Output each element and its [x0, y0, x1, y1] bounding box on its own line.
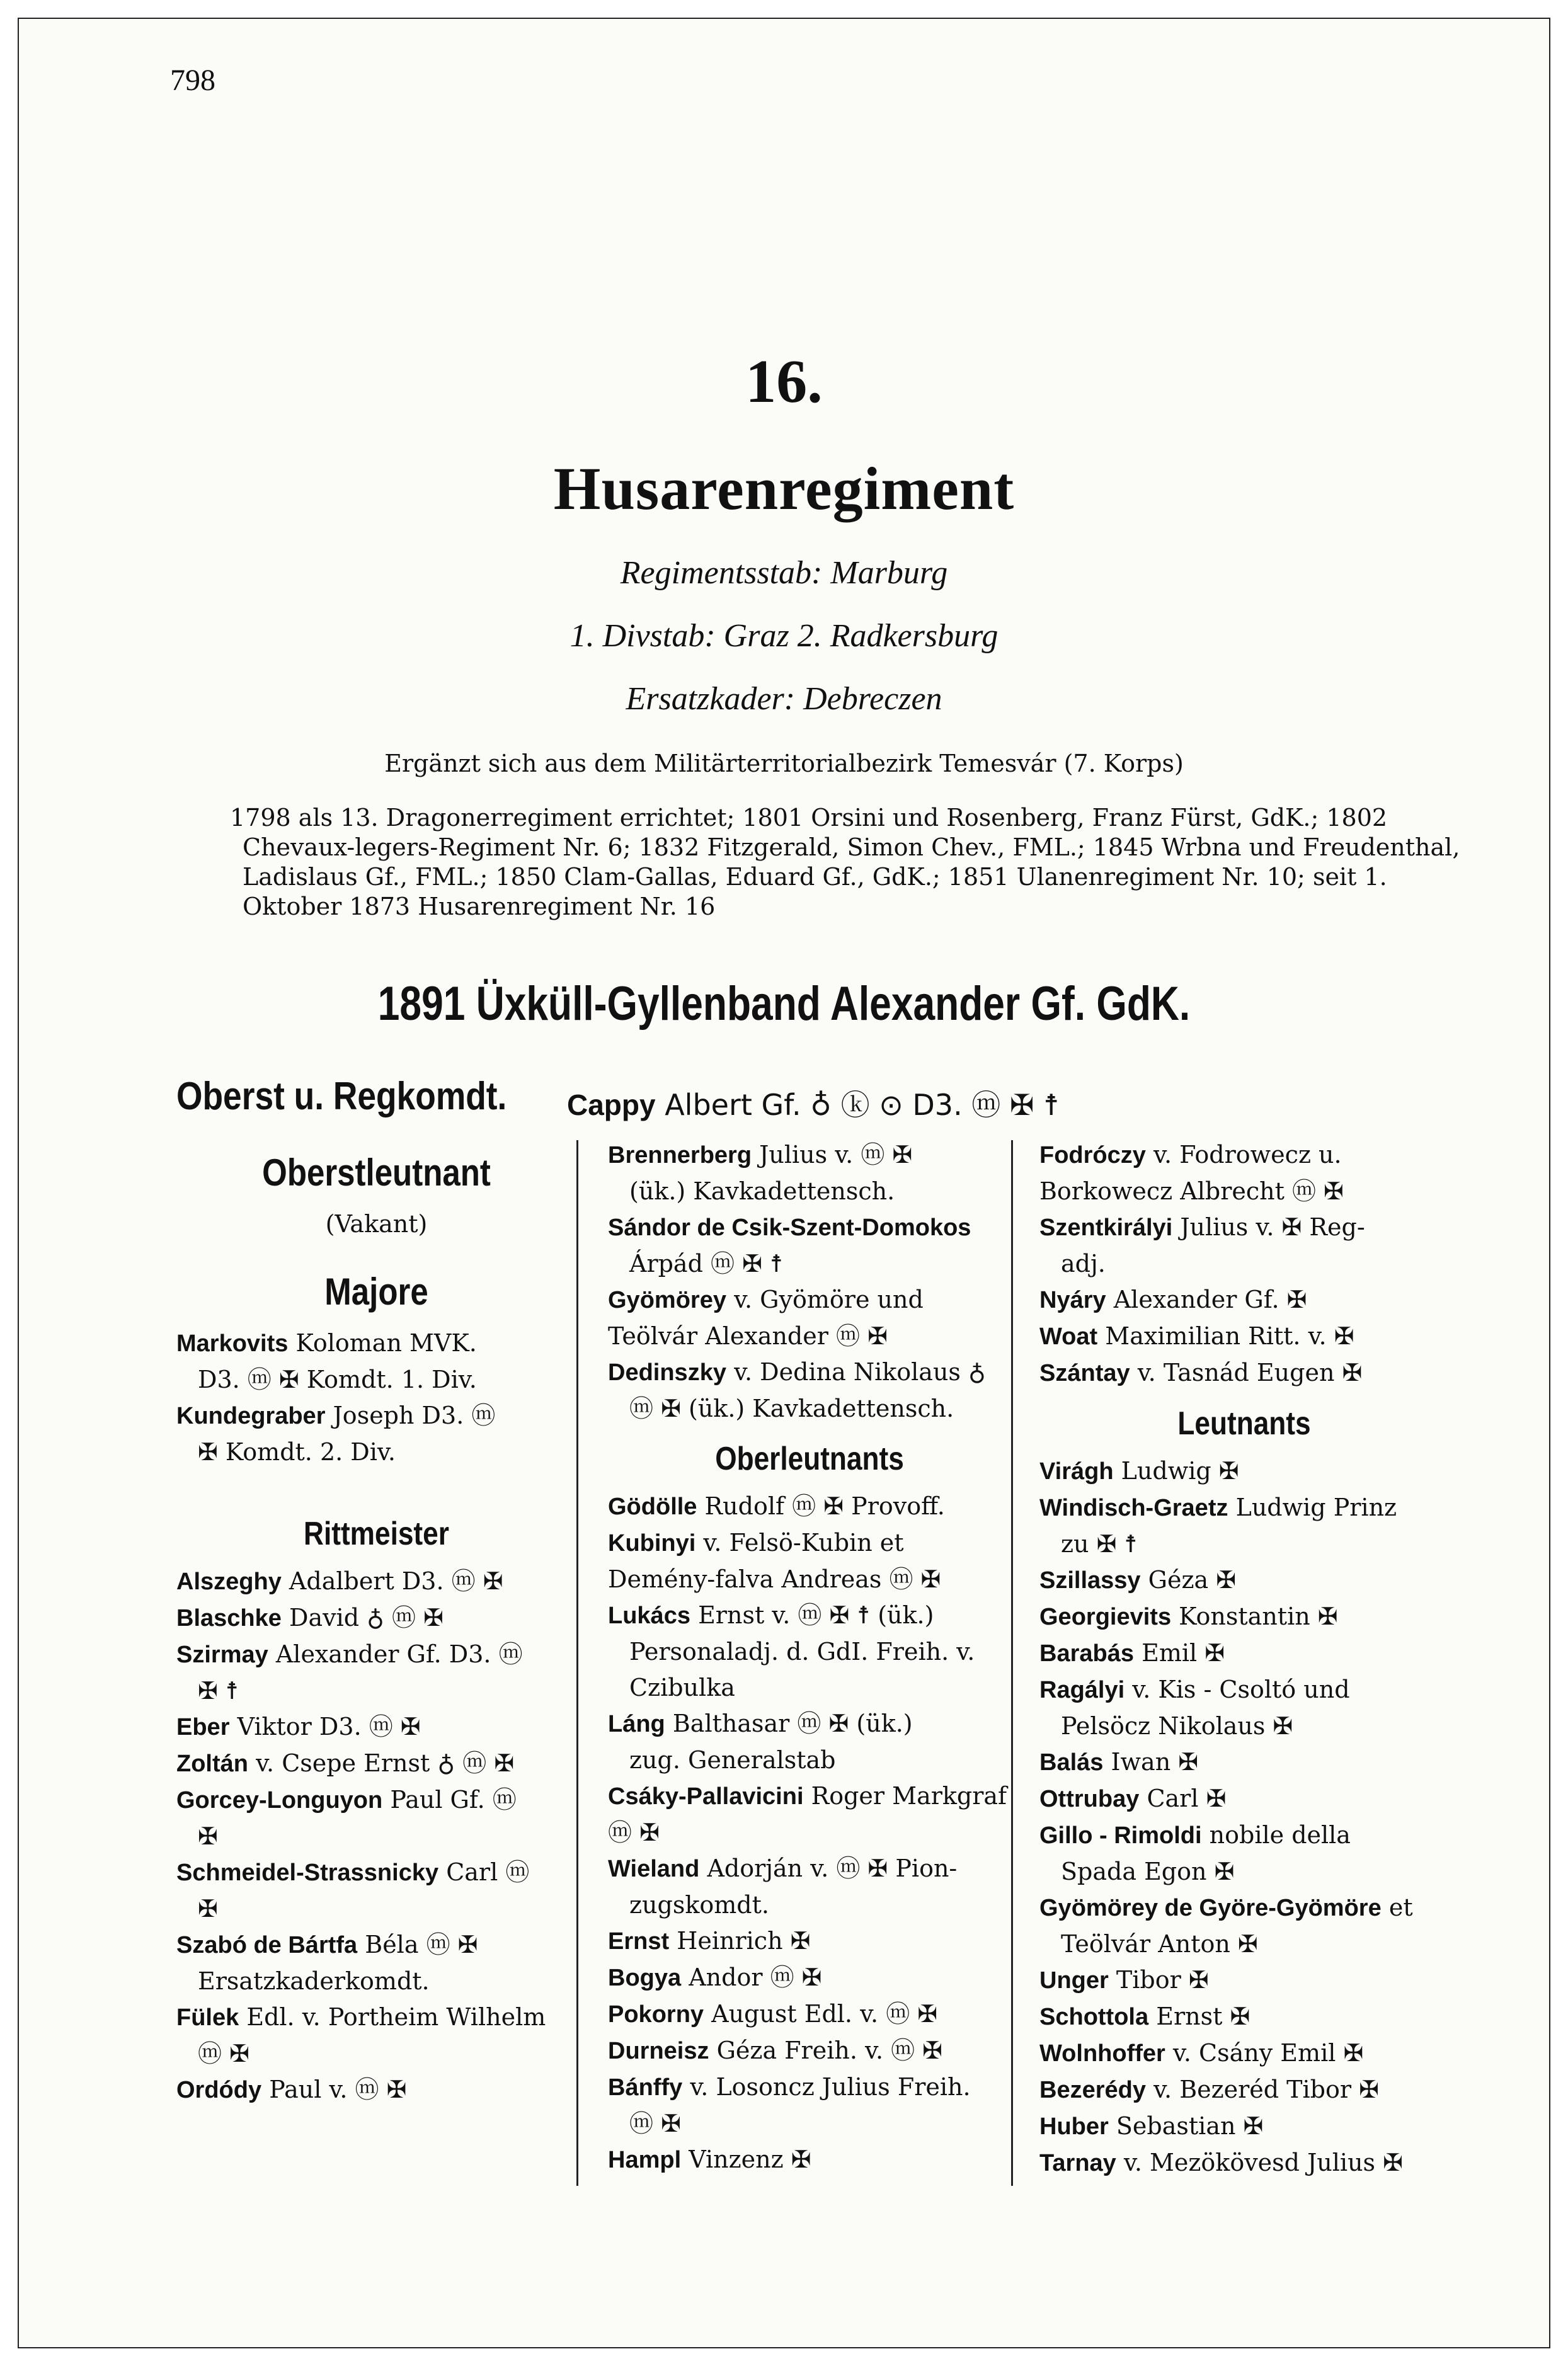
roster-entry [608, 1209, 1011, 1246]
officer-details: v. Felsö-Kubin et Demény-falva Andreas ⓜ ✠ [608, 1529, 941, 1593]
roster-entry [176, 1927, 576, 1963]
oberleutnants-list [608, 1489, 1011, 2178]
commander-entry [567, 1082, 1059, 1124]
roster-entry [1039, 1635, 1449, 1672]
roster-entry [1039, 1318, 1449, 1355]
officer-surname: Markovits [176, 1330, 289, 1357]
roster-entry [1039, 1672, 1449, 1708]
roster-entry [1039, 1817, 1449, 1854]
regiment-history: 1798 als 13. Dragonerregiment errichtet; 1801 Orsini und Rosenberg, Franz Fürst, GdK.; 1802 Chevaux-legers-Regiment Nr. 6; 1832 Fitzgerald, Simon Chev., FML.; 1845 Wrbna und Freudenthal, Ladislaus Gf., FML.; 1850 Clam-Gallas, Eduard Gf., GdK.; 1851 Ulanenregiment Nr. 10; seit 1. Oktober 1873 Husarenregiment Nr. 16 [230, 804, 1460, 920]
officer-details: Konstantin ✠ [1179, 1603, 1338, 1630]
roster-entry [1039, 1453, 1449, 1490]
officer-details: Vinzenz ✠ [689, 2146, 811, 2173]
page-number: 798 [170, 64, 215, 97]
roster-entry [1039, 1490, 1449, 1526]
officer-details: Carl ⓜ [446, 1858, 530, 1886]
roster-entry [1039, 1962, 1449, 1999]
officer-surname: Tarnay [1039, 2150, 1116, 2176]
officer-details: Ernst ✠ [1156, 2003, 1250, 2030]
roster-entry [1039, 2035, 1449, 2072]
officer-surname: Gyömörey [608, 1287, 726, 1313]
officer-surname: Windisch-Graetz [1039, 1495, 1228, 1521]
officer-surname: Pokorny [608, 2001, 704, 2028]
regiment-number: 16. [745, 348, 823, 416]
officer-details: v. Tasnád Eugen ✠ [1137, 1359, 1363, 1386]
regiment-owner: 1891 Üxküll-Gyllenband Alexander Gf. GdK. [377, 977, 1191, 1031]
officer-details: Paul v. ⓜ ✠ [269, 2076, 407, 2103]
roster-entry [176, 1709, 576, 1746]
officer-surname: Barabás [1039, 1640, 1134, 1667]
officer-details-continued: Pelsöcz Nikolaus ✠ [1061, 1712, 1293, 1740]
officer-details-continued: Teölvár Anton ✠ [1061, 1930, 1258, 1958]
column-2 [608, 1137, 1011, 2178]
officer-surname: Wieland [608, 1856, 700, 1882]
roster-entry [1039, 1781, 1449, 1817]
officer-details-continued: D3. ⓜ ✠ Komdt. 1. Div. [198, 1366, 477, 1393]
commander-name: Cappy [567, 1089, 656, 1121]
officer-details: v. Kis - Csoltó und [1132, 1676, 1350, 1703]
column-3 [1039, 1137, 1449, 2181]
officer-surname: Gödölle [608, 1494, 697, 1520]
officer-details-continued: zug. Generalstab [629, 1746, 836, 1774]
officer-details: Adorján v. ⓜ ✠ Pion- [707, 1855, 958, 1882]
commander-label: Oberst u. Regkomdt. [176, 1075, 507, 1118]
roster-entry [608, 1996, 1011, 2033]
commander-details: Albert Gf. ♁ ⓚ ⊙ D3. ⓜ ✠ ☨ [665, 1088, 1060, 1122]
regimental-staff-line: Regimentsstab: Marburg [620, 555, 948, 591]
officer-surname: Eber [176, 1714, 230, 1740]
officer-surname: Szirmay [176, 1642, 268, 1668]
officer-details: Balthasar ⓜ ✠ (ük.) [672, 1710, 913, 1737]
officer-details: Alexander Gf. D3. ⓜ [275, 1640, 523, 1668]
roster-entry [1039, 1562, 1449, 1599]
roster-entry [176, 1855, 576, 1891]
officer-surname: Nyáry [1039, 1287, 1106, 1313]
officer-surname: Wolnhoffer [1039, 2040, 1165, 2067]
officer-details-continued: adj. [1061, 1250, 1106, 1277]
officer-details: Alexander Gf. ✠ [1113, 1286, 1307, 1313]
officer-details: v. Csepe Ernst ♁ ⓜ ✠ [256, 1749, 515, 1777]
roster-entry [1039, 1355, 1449, 1392]
recruitment-line: Ergänzt sich aus dem Militärterritorialbezirk Temesvár (7. Korps) [384, 750, 1184, 777]
officer-surname: Csáky-Pallavicini [608, 1783, 804, 1810]
officer-details: Paul Gf. ⓜ [390, 1786, 517, 1814]
officer-surname: Kundegraber [176, 1403, 326, 1429]
oberstleutnant-heading: Oberstleutnant [262, 1152, 491, 1194]
roster-entry [608, 1960, 1011, 1996]
officer-surname: Fodróczy [1039, 1142, 1146, 1169]
officer-details: Joseph D3. ⓜ [333, 1402, 496, 1429]
rittmeister-heading: Rittmeister [304, 1516, 449, 1552]
roster-entry [608, 1354, 1011, 1391]
officer-surname: Georgievits [1039, 1604, 1172, 1630]
officer-details-continued: ⓜ ✠ [198, 2040, 249, 2067]
officer-details: Heinrich ✠ [677, 1927, 811, 1955]
roster-entry [1039, 2072, 1449, 2108]
roster-entry [176, 1637, 576, 1673]
officer-surname: Balás [1039, 1749, 1104, 1776]
officer-surname: Ragályi [1039, 1677, 1125, 1703]
rittmeister-list-continued [608, 1137, 1011, 1427]
officer-details-continued: Spada Egon ✠ [1061, 1858, 1235, 1885]
officer-details-continued: ✠ [198, 1895, 218, 1923]
roster-entry [608, 1923, 1011, 1960]
roster-entry [608, 2033, 1011, 2069]
officer-surname: Sándor de Csik-Szent-Domokos [608, 1214, 971, 1241]
officer-details: Andor ⓜ ✠ [689, 1963, 822, 1991]
roster-entry [1039, 1744, 1449, 1781]
roster-entry [176, 1398, 576, 1434]
officer-details: Julius v. ✠ Reg- [1180, 1213, 1365, 1241]
regiment-title: Husarenregiment [553, 455, 1015, 522]
officer-surname: Láng [608, 1711, 665, 1737]
majore-heading: Majore [324, 1271, 428, 1313]
officer-details: Béla ⓜ ✠ [365, 1931, 478, 1958]
officer-surname: Gorcey-Longuyon [176, 1787, 383, 1814]
officer-details-continued: ✠ Komdt. 2. Div. [198, 1438, 396, 1466]
rittmeister-list [176, 1563, 576, 2108]
officer-surname: Bánffy [608, 2074, 683, 2101]
officer-surname: Kubinyi [608, 1530, 696, 1557]
officer-details-continued: ✠ [198, 1822, 218, 1850]
officer-details: et [1388, 1894, 1413, 1921]
officer-details: Edl. v. Portheim Wilhelm [246, 2003, 546, 2031]
officer-surname: Gillo - Rimoldi [1039, 1822, 1202, 1849]
officer-details: nobile della [1209, 1821, 1351, 1849]
officer-surname: Szillassy [1039, 1567, 1141, 1594]
roster-entry [1039, 1282, 1449, 1318]
roster-entry [608, 1778, 1011, 1851]
officer-details: Roger Markgraf ⓜ ✠ [608, 1782, 1007, 1846]
officer-details-continued: ⓜ ✠ (ük.) Kavkadettensch. [629, 1395, 954, 1422]
officer-details-continued: Árpád ⓜ ✠ ☨ [629, 1250, 783, 1277]
column-divider-2 [1011, 1140, 1013, 2186]
roster-entry [1039, 1890, 1449, 1926]
officer-surname: Dedinszky [608, 1359, 726, 1386]
roster-entry [608, 1851, 1011, 1887]
officer-details-continued: ⓜ ✠ [629, 2110, 681, 2137]
officer-details: Géza Freih. v. ⓜ ✠ [716, 2037, 943, 2064]
officer-surname: Huber [1039, 2113, 1109, 2140]
page-frame [18, 18, 1550, 2348]
officer-details: August Edl. v. ⓜ ✠ [711, 2000, 938, 2028]
officer-surname: Blaschke [176, 1605, 282, 1632]
officer-details: Ludwig ✠ [1121, 1457, 1239, 1485]
roster-entry [1039, 1209, 1449, 1246]
officer-details: v. Gyömöre und Teölvár Alexander ⓜ ✠ [608, 1286, 924, 1350]
officer-surname: Bezerédy [1039, 2077, 1146, 2103]
officer-details: Adalbert D3. ⓜ ✠ [289, 1567, 503, 1595]
officer-details-continued: Ersatzkaderkomdt. [198, 1967, 430, 1995]
roster-entry [176, 1600, 576, 1637]
officer-details: Koloman MVK. [295, 1329, 477, 1357]
roster-entry [608, 1597, 1011, 1634]
officer-surname: Szabó de Bártfa [176, 1932, 358, 1958]
officer-details: Iwan ✠ [1111, 1748, 1199, 1776]
officer-details: Viktor D3. ⓜ ✠ [237, 1713, 421, 1740]
roster-entry [176, 1325, 576, 1362]
division-staff-line: 1. Divstab: Graz 2. Radkersburg [569, 618, 999, 654]
officer-surname: Lukács [608, 1603, 690, 1629]
roster-entry [1039, 2108, 1449, 2145]
officer-details: Maximilian Ritt. v. ✠ [1105, 1322, 1354, 1350]
roster-entry [608, 1489, 1011, 1525]
oberleutnants-list-continued [1039, 1137, 1449, 1392]
roster-entry [176, 2072, 576, 2108]
roster-entry [1039, 2145, 1449, 2181]
officer-details: Sebastian ✠ [1116, 2112, 1264, 2140]
officer-surname: Ottrubay [1039, 1786, 1140, 1812]
officer-surname: Schottola [1039, 2004, 1149, 2030]
reserve-cadre-line: Ersatzkader: Debreczen [626, 681, 942, 717]
officer-details: v. Bezeréd Tibor ✠ [1153, 2076, 1379, 2103]
officer-surname: Szentkirályi [1039, 1214, 1173, 1241]
column-divider-1 [576, 1140, 578, 2186]
roster-entry [1039, 1137, 1449, 1209]
officer-surname: Ordódy [176, 2077, 262, 2103]
officer-details: Rudolf ⓜ ✠ Provoff. [704, 1492, 945, 1520]
officer-surname: Hampl [608, 2147, 682, 2173]
roster-entry [1039, 1999, 1449, 2035]
leutnants-heading: Leutnants [1177, 1405, 1311, 1442]
officer-surname: Virágh [1039, 1458, 1114, 1485]
roster-entry [176, 1563, 576, 1600]
officer-details: Tibor ✠ [1116, 1966, 1209, 1994]
roster-entry [608, 2142, 1011, 2178]
roster-entry [608, 2069, 1011, 2106]
officer-details: v. Losoncz Julius Freih. [690, 2073, 971, 2101]
roster-entry [176, 1999, 576, 2036]
roster-entry [176, 1782, 576, 1819]
officer-surname: Durneisz [608, 2038, 709, 2064]
officer-details-continued: ✠ ☨ [198, 1677, 239, 1705]
officer-details: Emil ✠ [1142, 1639, 1225, 1667]
roster-entry [608, 1282, 1011, 1354]
officer-details-continued: Personaladj. d. GdI. Freih. v. Czibulka [629, 1638, 975, 1701]
officer-details: Ludwig Prinz [1235, 1494, 1397, 1521]
officer-details: v. Mezökövesd Julius ✠ [1123, 2149, 1403, 2176]
officer-details: Julius v. ⓜ ✠ [759, 1141, 913, 1169]
officer-details: Carl ✠ [1147, 1785, 1227, 1812]
officer-surname: Szántay [1039, 1360, 1130, 1386]
roster-entry [608, 1137, 1011, 1174]
officer-surname: Bogya [608, 1965, 682, 1991]
officer-details: v. Dedina Nikolaus ♁ [734, 1358, 986, 1386]
officer-details-continued: (ük.) Kavkadettensch. [629, 1177, 895, 1205]
officer-details: David ♁ ⓜ ✠ [289, 1604, 444, 1632]
officer-details-continued: zu ✠ ☨ [1061, 1530, 1138, 1558]
roster-entry [1039, 1599, 1449, 1635]
officer-surname: Zoltán [176, 1751, 248, 1777]
officer-surname: Brennerberg [608, 1142, 752, 1169]
officer-surname: Fülek [176, 2004, 239, 2031]
roster-entry [176, 1746, 576, 1782]
majore-list [176, 1325, 576, 1470]
officer-details: v. Csány Emil ✠ [1172, 2039, 1364, 2067]
roster-entry [608, 1525, 1011, 1597]
officer-details: v. Fodrowecz u. Borkowecz Albrecht ⓜ ✠ [1039, 1141, 1344, 1205]
roster-entry [608, 1706, 1011, 1742]
column-1 [176, 1137, 576, 2108]
officer-surname: Unger [1039, 1967, 1109, 1994]
oberleutnants-heading: Oberleutnants [715, 1441, 904, 1477]
officer-surname: Ernst [608, 1928, 670, 1955]
officer-surname: Schmeidel-Strassnicky [176, 1860, 439, 1886]
officer-surname: Gyömörey de Györe-Gyömöre [1039, 1895, 1382, 1921]
officer-surname: Woat [1039, 1323, 1098, 1350]
vacant-note: (Vakant) [325, 1210, 428, 1238]
officer-details: Ernst v. ⓜ ✠ ☨ (ük.) [698, 1601, 934, 1629]
officer-surname: Alszeghy [176, 1569, 282, 1595]
officer-details: Géza ✠ [1148, 1566, 1237, 1594]
officer-details-continued: zugskomdt. [629, 1891, 769, 1919]
leutnants-list [1039, 1453, 1449, 2181]
